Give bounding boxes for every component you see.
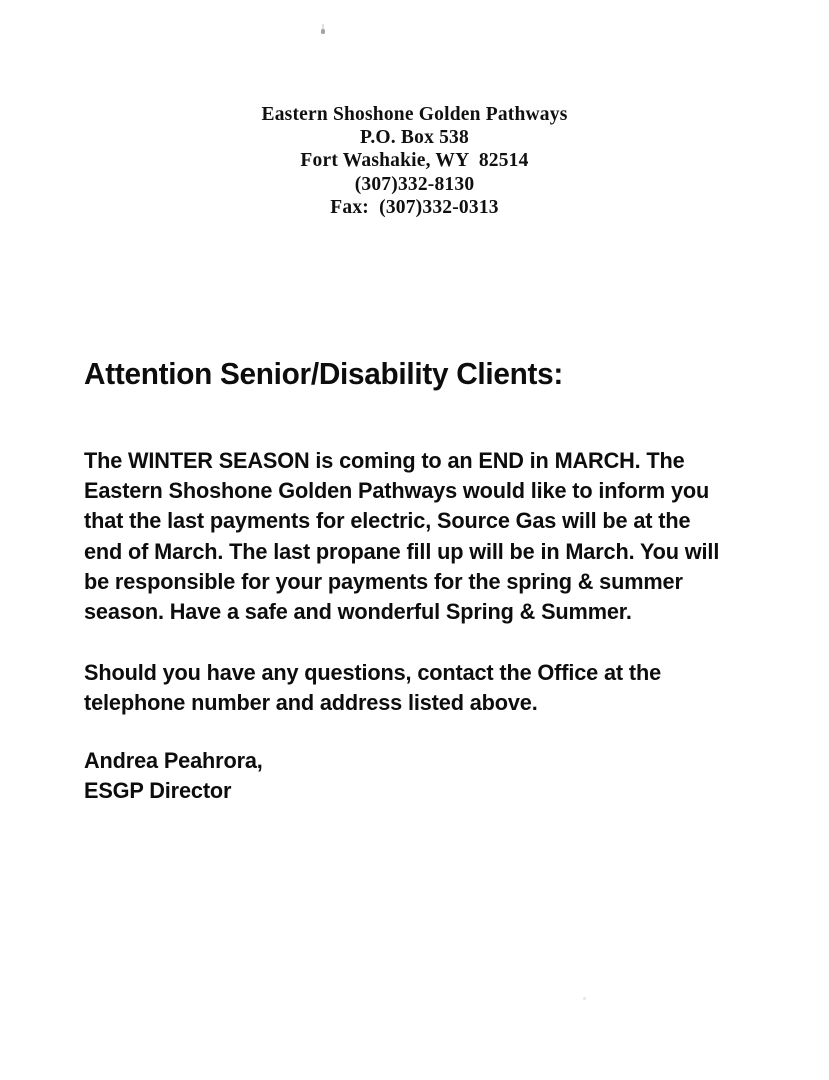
- page-title: Attention Senior/Disability Clients:: [84, 356, 564, 391]
- signature-block: [84, 746, 721, 806]
- letterhead-po-box: P.O. Box 538: [360, 127, 469, 149]
- signature-title: ESGP Director: [84, 778, 232, 804]
- signature-name: Andrea Peahrora,: [84, 748, 263, 773]
- notice-body-paragraph: [84, 446, 721, 627]
- contact-instructions-text: Should you have any questions, contact the Office at the telephone number and address listed above.: [84, 660, 662, 716]
- notice-body-text: The WINTER SEASON is coming to an END in MARCH. The Eastern Shoshone Golden Pathways would like to inform you that the last payments for electric, Source Gas will be at the end of March. The last propane fill up will be in March. You will be responsible for your payments for the spring & summer season. Have a safe and wonderful Spring & Summer.: [84, 448, 720, 625]
- letterhead-fax: Fax: (307)332-0313: [330, 196, 499, 218]
- scan-artifact-bottom: [583, 997, 586, 1000]
- letterhead: [0, 103, 829, 219]
- letterhead-phone: (307)332-8130: [354, 173, 475, 195]
- letterhead-city-state-zip: Fort Washakie, WY 82514: [300, 150, 529, 172]
- contact-instructions-paragraph: [84, 658, 721, 718]
- letterhead-organization: Eastern Shoshone Golden Pathways: [261, 104, 568, 125]
- scan-artifact-top: [321, 29, 325, 34]
